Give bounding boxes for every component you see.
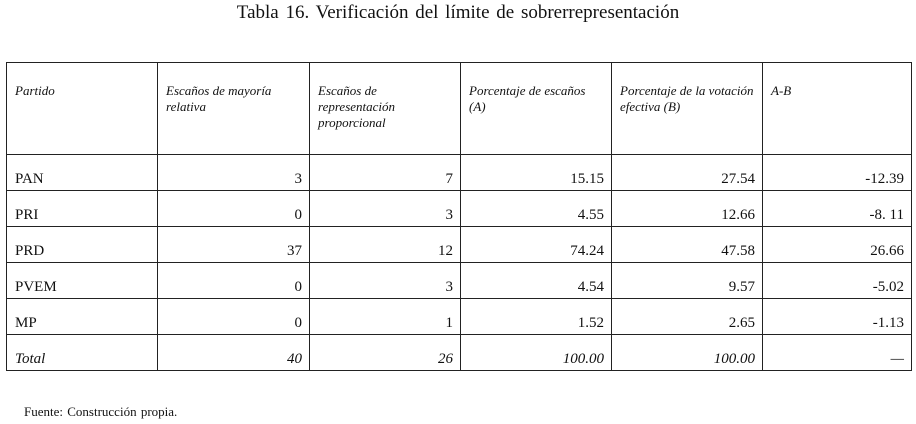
- cell-a-b: -12.39: [763, 155, 912, 191]
- total-pct-votacion: 100.00: [612, 335, 763, 371]
- total-a-b: —: [763, 335, 912, 371]
- header-escanos-mayoria: Escaños de mayoría relativa: [158, 63, 310, 155]
- cell-mayoria: 3: [158, 155, 310, 191]
- header-porcentaje-votacion: Porcentaje de la votación efectiva (B): [612, 63, 763, 155]
- cell-a-b: -8. 11: [763, 191, 912, 227]
- cell-partido: PRI: [7, 191, 158, 227]
- cell-mayoria: 0: [158, 299, 310, 335]
- cell-a-b: -5.02: [763, 263, 912, 299]
- cell-pct-escanos: 4.55: [461, 191, 612, 227]
- cell-partido: PVEM: [7, 263, 158, 299]
- header-row: [7, 63, 912, 155]
- total-mayoria: 40: [158, 335, 310, 371]
- total-label: Total: [7, 335, 158, 371]
- cell-mayoria: 0: [158, 191, 310, 227]
- cell-partido: PAN: [7, 155, 158, 191]
- table-row: [7, 191, 912, 227]
- cell-pct-escanos: 1.52: [461, 299, 612, 335]
- cell-pct-votacion: 12.66: [612, 191, 763, 227]
- table-title: Tabla 16. Verificación del límite de sobrerrepresentación: [236, 2, 680, 23]
- cell-pct-escanos: 74.24: [461, 227, 612, 263]
- cell-mayoria: 0: [158, 263, 310, 299]
- cell-pct-votacion: 9.57: [612, 263, 763, 299]
- cell-mayoria: 37: [158, 227, 310, 263]
- table-row: [7, 299, 912, 335]
- header-escanos-rp: Escaños de representación proporcional: [310, 63, 461, 155]
- cell-rp: 1: [310, 299, 461, 335]
- cell-partido: MP: [7, 299, 158, 335]
- cell-partido: PRD: [7, 227, 158, 263]
- cell-rp: 3: [310, 263, 461, 299]
- cell-pct-votacion: 27.54: [612, 155, 763, 191]
- table-row: [7, 227, 912, 263]
- results-table: [6, 62, 912, 371]
- source-note: Fuente: Construcción propia.: [24, 404, 178, 419]
- table-row: [7, 263, 912, 299]
- header-partido: Partido: [7, 63, 158, 155]
- total-pct-escanos: 100.00: [461, 335, 612, 371]
- cell-a-b: 26.66: [763, 227, 912, 263]
- cell-pct-escanos: 15.15: [461, 155, 612, 191]
- header-porcentaje-escanos: Porcentaje de escaños (A): [461, 63, 612, 155]
- cell-rp: 7: [310, 155, 461, 191]
- cell-pct-votacion: 47.58: [612, 227, 763, 263]
- cell-pct-votacion: 2.65: [612, 299, 763, 335]
- header-a-b: A-B: [763, 63, 912, 155]
- total-rp: 26: [310, 335, 461, 371]
- cell-a-b: -1.13: [763, 299, 912, 335]
- table-row: [7, 155, 912, 191]
- cell-rp: 12: [310, 227, 461, 263]
- total-row: [7, 335, 912, 371]
- cell-rp: 3: [310, 191, 461, 227]
- cell-pct-escanos: 4.54: [461, 263, 612, 299]
